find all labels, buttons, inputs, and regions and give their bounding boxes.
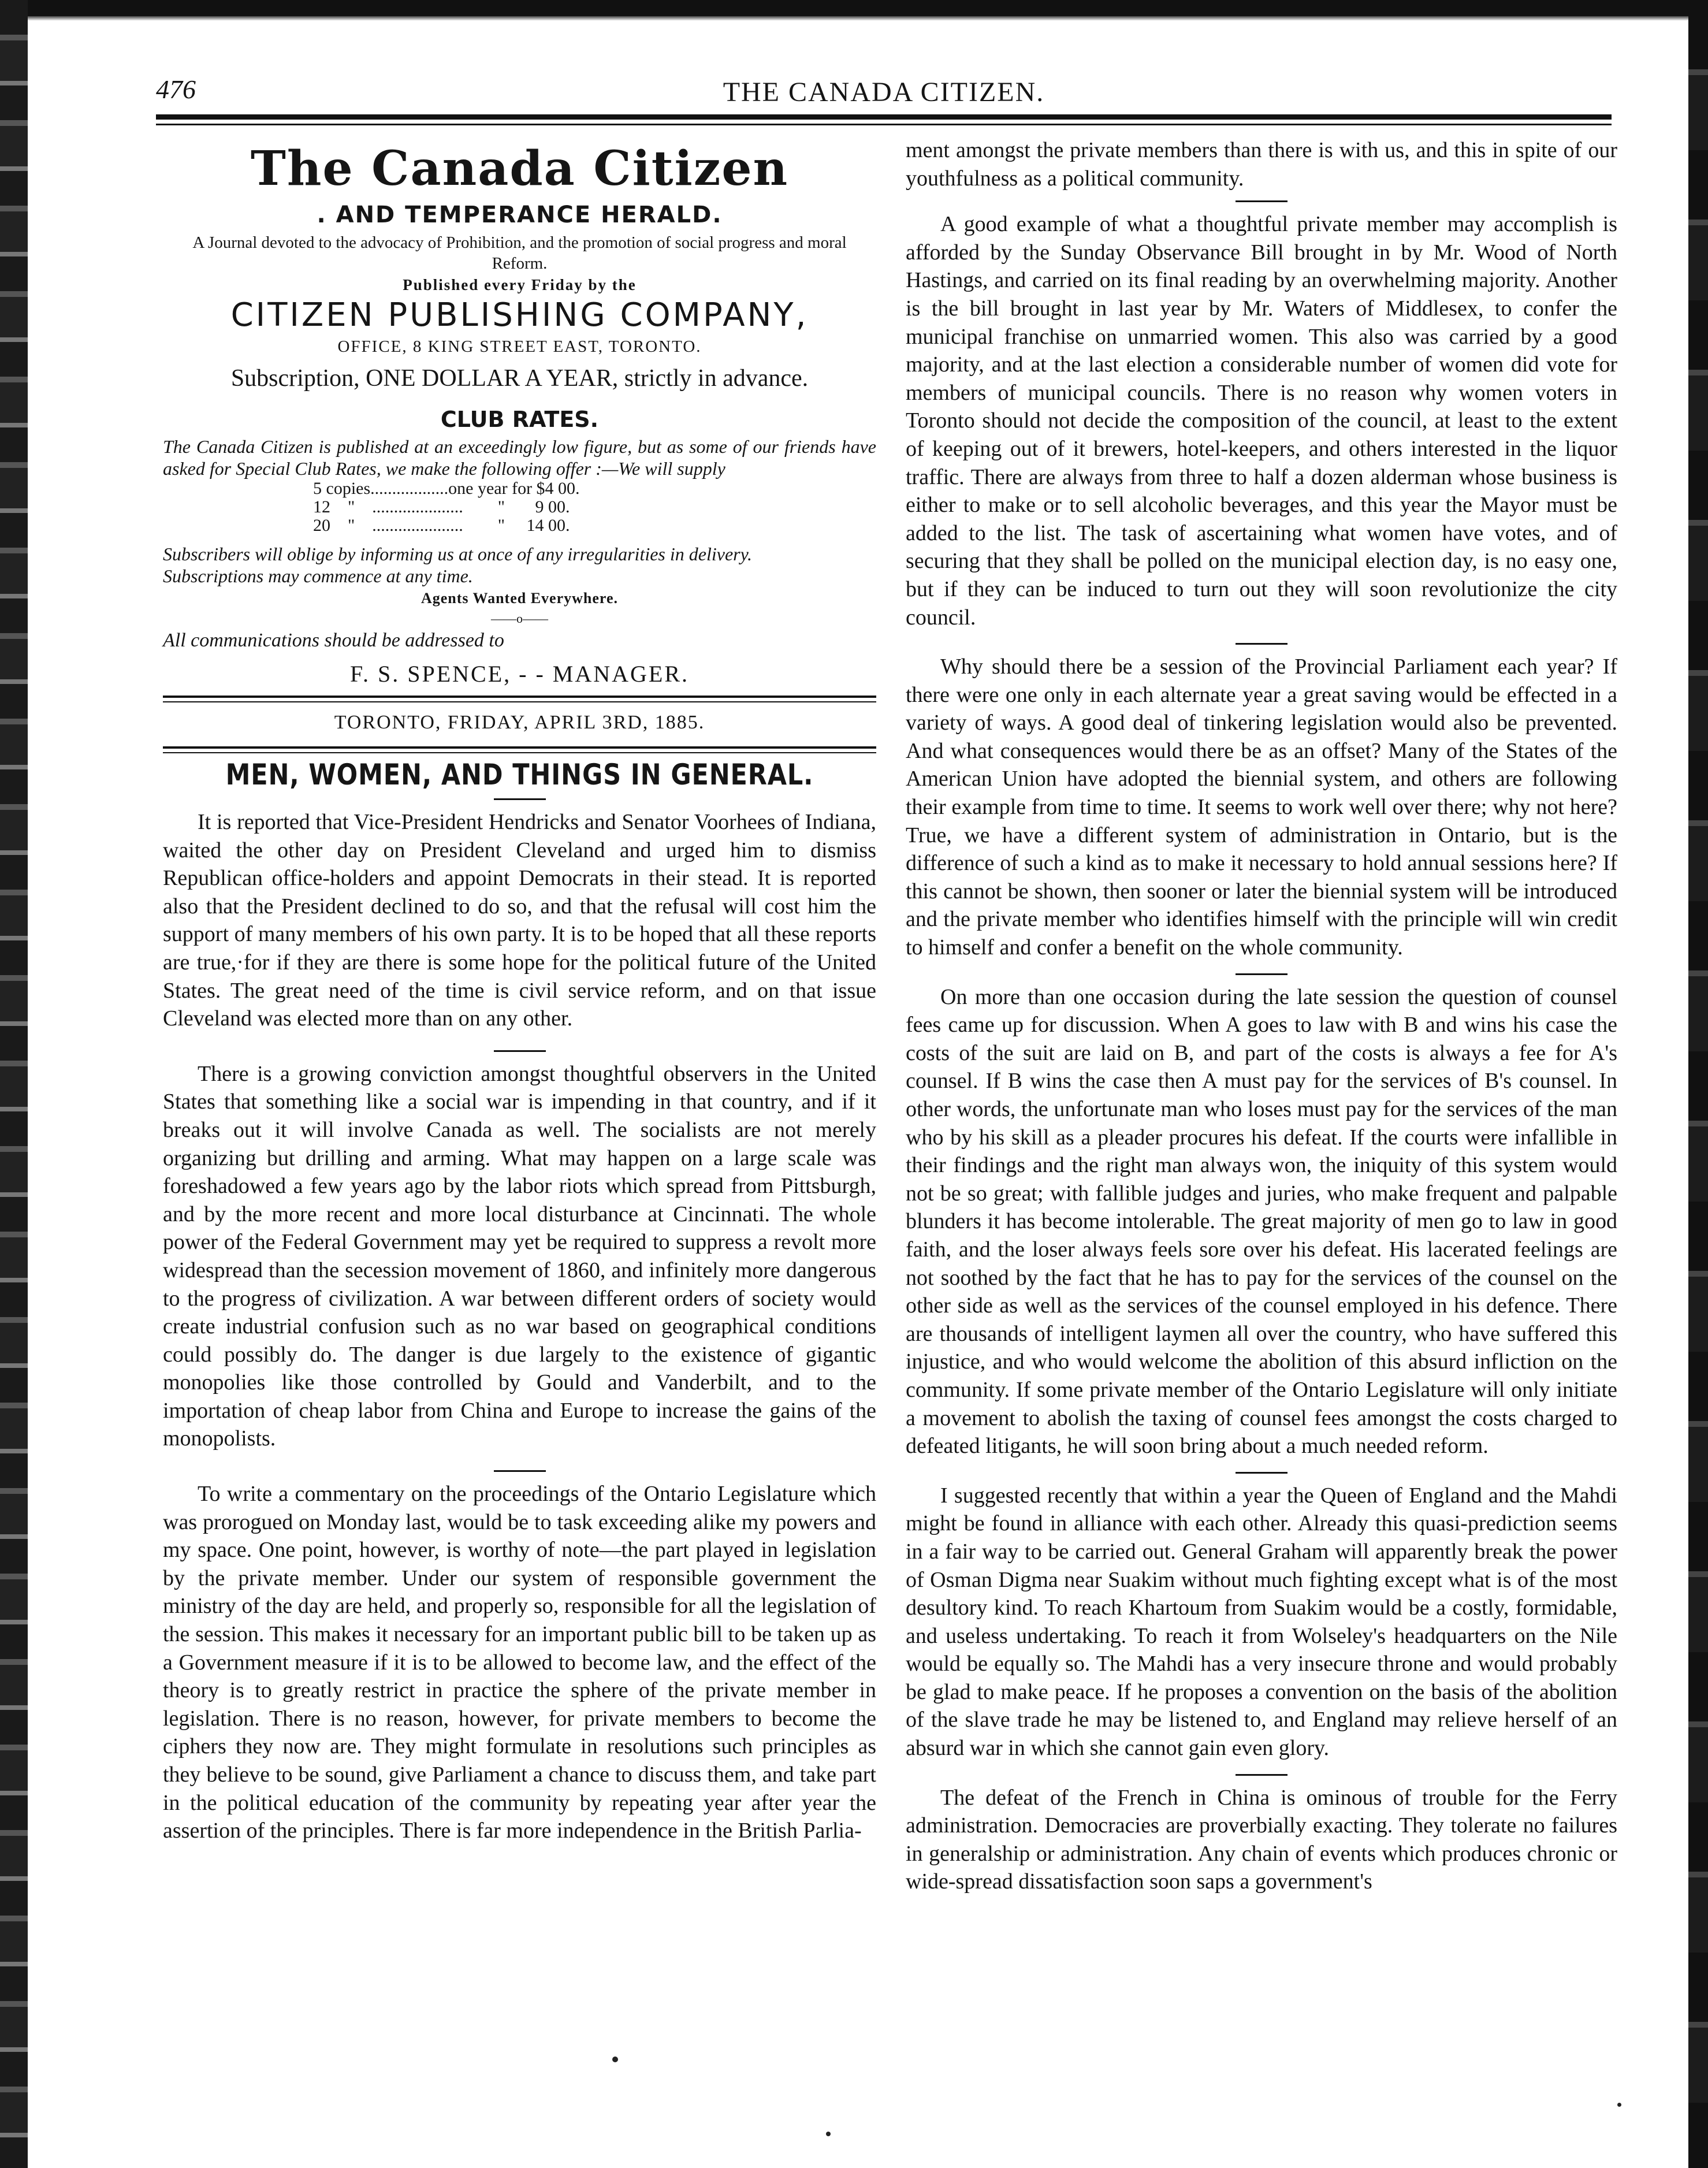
journal-description: A Journal devoted to the advocacy of Prohibition, and the promotion of social progress and moral Reform. — [192, 233, 847, 273]
paragraph-french-china: The defeat of the French in China is ominous of trouble for the Ferry administration. Democracies are proverbially exacting. They tolerate no failures in generalship or administration. Any chain of events which produces chronic or wide-spread dissatisfaction soon saps a government's — [906, 1785, 1617, 1894]
rate-row: 12 " ..................... " 9 00. — [313, 497, 570, 516]
club-rates-table — [313, 479, 876, 535]
club-rates-intro: The Canada Citizen is published at an exceedingly low figure, but as some of our friends have asked for Special Club Rates, we make the following offer :—We will supply — [163, 436, 876, 479]
rate-row: 20 " ..................... " 14 00. — [313, 516, 570, 535]
right-column — [906, 136, 1617, 1896]
page-number: 476 — [156, 75, 196, 104]
dateline-double-rule — [163, 746, 876, 753]
paragraph-biennial-session: Why should there be a session of the Provincial Parliament each year? If there were one only in each alternate year a great saving would be effected in a variety of ways. A good deal of tinkering legislation would also be prevented. And what consequences would there be as an offset? Many of the States of the American Union have adopted the biennial system, and others are following their example from time to time. It seems to work well over there; why not here? True, we have a different system of administration in Ontario, but is the difference of such a kind as to make it necessary to hold annual sessions here? If this cannot be shown, then sooner or later the biennial system will be introduced and the private member who identifies himself with the principle will win credit to himself and confer a benefit on the whole community. — [906, 655, 1617, 960]
manager-line: F. S. SPENCE, - - MANAGER. — [349, 661, 690, 687]
paragraph-continuation: ment amongst the private members than there is with us, and this in spite of our youthfulness as a political community. — [906, 138, 1617, 191]
running-title: THE CANADA CITIZEN. — [723, 77, 1045, 107]
scan-speck — [826, 2132, 831, 2136]
ornament-separator: ——o—— — [491, 611, 548, 626]
scan-border-top-shadow — [0, 16, 1708, 21]
paragraph-private-member: A good example of what a thoughtful private member may accomplish is afforded by the Sunday Observance Bill brought in by Mr. Wood of North Hastings, and carried on its final reading by an overwhelming majority. Another is the bill brought in last year by Mr. Waters of Middlesex, to confer the municipal franchise on unmarried women. This also was carried by a good majority, and at the last election a considerable number of women did vote for members of municipal councils. There is no reason why women voters in Toronto should not decide the composition of the council, at least to the extent of keeping out of it brewers, hotel-keepers, and others interested in the liquor traffic. There are always from three to half a dozen alderman whose business is either to make or to sell alcoholic beverages, and this year the Mayor must be added to the list. The task of ascertaining what women have votes, and of securing that they shall be polled on the municipal election day, is no easy one, but if they can be induced to turn out they will soon revolutionize the city council. — [906, 212, 1617, 630]
header-rule-thin — [156, 124, 1612, 125]
masthead-double-rule — [163, 696, 876, 702]
section-divider — [1236, 643, 1287, 645]
section-divider — [1236, 973, 1287, 975]
section-divider — [1236, 200, 1287, 202]
paragraph-social-war: There is a growing conviction amongst thoughtful observers in the United States that something like a social war is impending in that country, and if it breaks out it will involve Canada as well. The socialists are not merely organizing but drilling and arming. What may happen on a large scale was foreshadowed a few years ago by the labor riots which spread from Pittsburgh, and by the more recent and more local disturbance at Cincinnati. The whole power of the Federal Government may yet be required to suppress a revolt more widespread than the secession movement of 1860, and infinitely more dangerous to the progress of civilization. A war between different orders of society would create industrial confusion such as no war based on geographical conditions could possibly do. The danger is due largely to the existence of gigantic monopolies like those controlled by Gould and Vanderbilt, and to the importation of cheap labor from China and Europe to increase the gains of the monopolists. — [163, 1061, 876, 1451]
article-heading: MEN, WOMEN, AND THINGS IN GENERAL. — [225, 758, 814, 791]
section-divider — [494, 1050, 546, 1052]
subscription-price: Subscription, ONE DOLLAR A YEAR, strictly in advance. — [230, 365, 809, 392]
section-divider — [1236, 1774, 1287, 1776]
section-divider — [494, 1470, 546, 1472]
paragraph-ontario-legislature: To write a commentary on the proceedings of the Ontario Legislature which was prorogued on Monday last, would be to task exceeding alike my powers and my space. One point, however, is worthy of note—the part played in legislation by the private member. Under our system of responsible government the ministry of the day are held, and properly so, responsible for all the legislation of the session. This makes it necessary for an important public bill to be taken up as a Government measure if it is to be allowed to become law, and the effect of the theory is to greatly restrict in practice the sphere of the private member in legislation. There is no reason, however, for private members to become the ciphers they now are. They might formulate in resolutions such principles as they believe to be sound, give Parliament a chance to discuss them, and take part in the political education of the community by repeating year after year the assertion of the principles. There is far more independence in the British Parlia- — [163, 1482, 876, 1843]
section-divider — [1236, 1472, 1287, 1474]
scan-speck — [1617, 2103, 1621, 2107]
paragraph-mahdi: I suggested recently that within a year the Queen of England and the Mahdi might be found in alliance with each other. Already this quasi-prediction seems in a fair way to be carried out. General Graham will apparently break the power of Osman Digma near Suakim without much fighting except what is of the most desultory kind. To reach Khartoum from Suakim would be a costly, formidable, and useless undertaking. To reach it from Wolseley's headquarters on the Nile would be equally so. The Mahdi has a very insecure throne and would probably be glad to make peace. If he proposes a convention on the basis of the abolition of the slave trade he may be listened to, and England may relieve herself of an absurd war in which she cannot gain even glory. — [906, 1483, 1617, 1761]
issue-dateline: TORONTO, FRIDAY, APRIL 3RD, 1885. — [334, 712, 705, 733]
scan-border-top — [0, 0, 1708, 16]
header-rule-thick — [156, 114, 1612, 120]
agents-wanted: Agents Wanted Everywhere. — [421, 590, 619, 607]
paragraph-counsel-fees: On more than one occasion during the late session the question of counsel fees came up for discussion. When A goes to law with B and wins his case the costs of the suit are laid on B, and part of the costs is always a fee for A's counsel. If B wins the case then A must pay for the services of B's counsel. In other words, the unfortunate man who loses must pay for the services of the man who by his skill as a pleader procures his defeat. If the courts were infallible in their findings and the right man always won, the iniquity of this system would not be so great; with fallible judges and juries, who make frequent and palpable blunders it has become intolerable. The great majority of men go to law in good faith, and the loser always feels sore over his defeat. His lacerated feelings are not soothed by the fact that he has to pay for the services of the counsel on the other side as well as the services of the counsel employed in his defence. There are thousands of intelligent laymen all over the country, who have suffered this injustice, and who would welcome the abolition of this absurd infliction on the community. If some private member of the Ontario Legislature will only initiate a movement to abolish the taxing of counsel fees amongst the costs charged to defeated litigants, he will soon bring about a much needed reform. — [906, 984, 1617, 1459]
left-column — [163, 136, 876, 1845]
masthead-title: The Canada Citizen — [250, 141, 789, 196]
paragraph-hendricks: It is reported that Vice-President Hendricks and Senator Voorhees of Indiana, waited the other day on President Cleveland and urged him to dismiss Republican office-holders and appoint Democrats in their stead. It is reported also that the President declined to do so, and that the refusal will cost him the support of many members of his own party. It is to be hoped that all these reports are true,·for if they are there is some hope for the political future of the United States. The great need of the time is civil service reform, and on that issue Cleveland was elected more than on any other. — [163, 810, 876, 1031]
scan-border-right — [1688, 0, 1708, 2168]
office-address: OFFICE, 8 KING STREET EAST, TORONTO. — [337, 337, 702, 356]
heading-rule — [494, 798, 546, 800]
club-rates-heading: CLUB RATES. — [440, 407, 599, 432]
scan-border-left — [0, 0, 28, 2168]
publisher-name: CITIZEN PUBLISHING COMPANY, — [230, 296, 809, 334]
irregularities-notice: Subscribers will oblige by informing us at once of any irregularities in delivery. — [163, 544, 753, 564]
scan-speck — [612, 2057, 618, 2062]
masthead-subtitle: . AND TEMPERANCE HERALD. — [317, 202, 723, 228]
communications-notice: All communications should be addressed to — [163, 630, 504, 651]
commence-notice: Subscriptions may commence at any time. — [163, 566, 473, 586]
rate-row: 5 copies..................one year for $4 00. — [313, 479, 580, 498]
published-line: Published every Friday by the — [403, 276, 637, 293]
